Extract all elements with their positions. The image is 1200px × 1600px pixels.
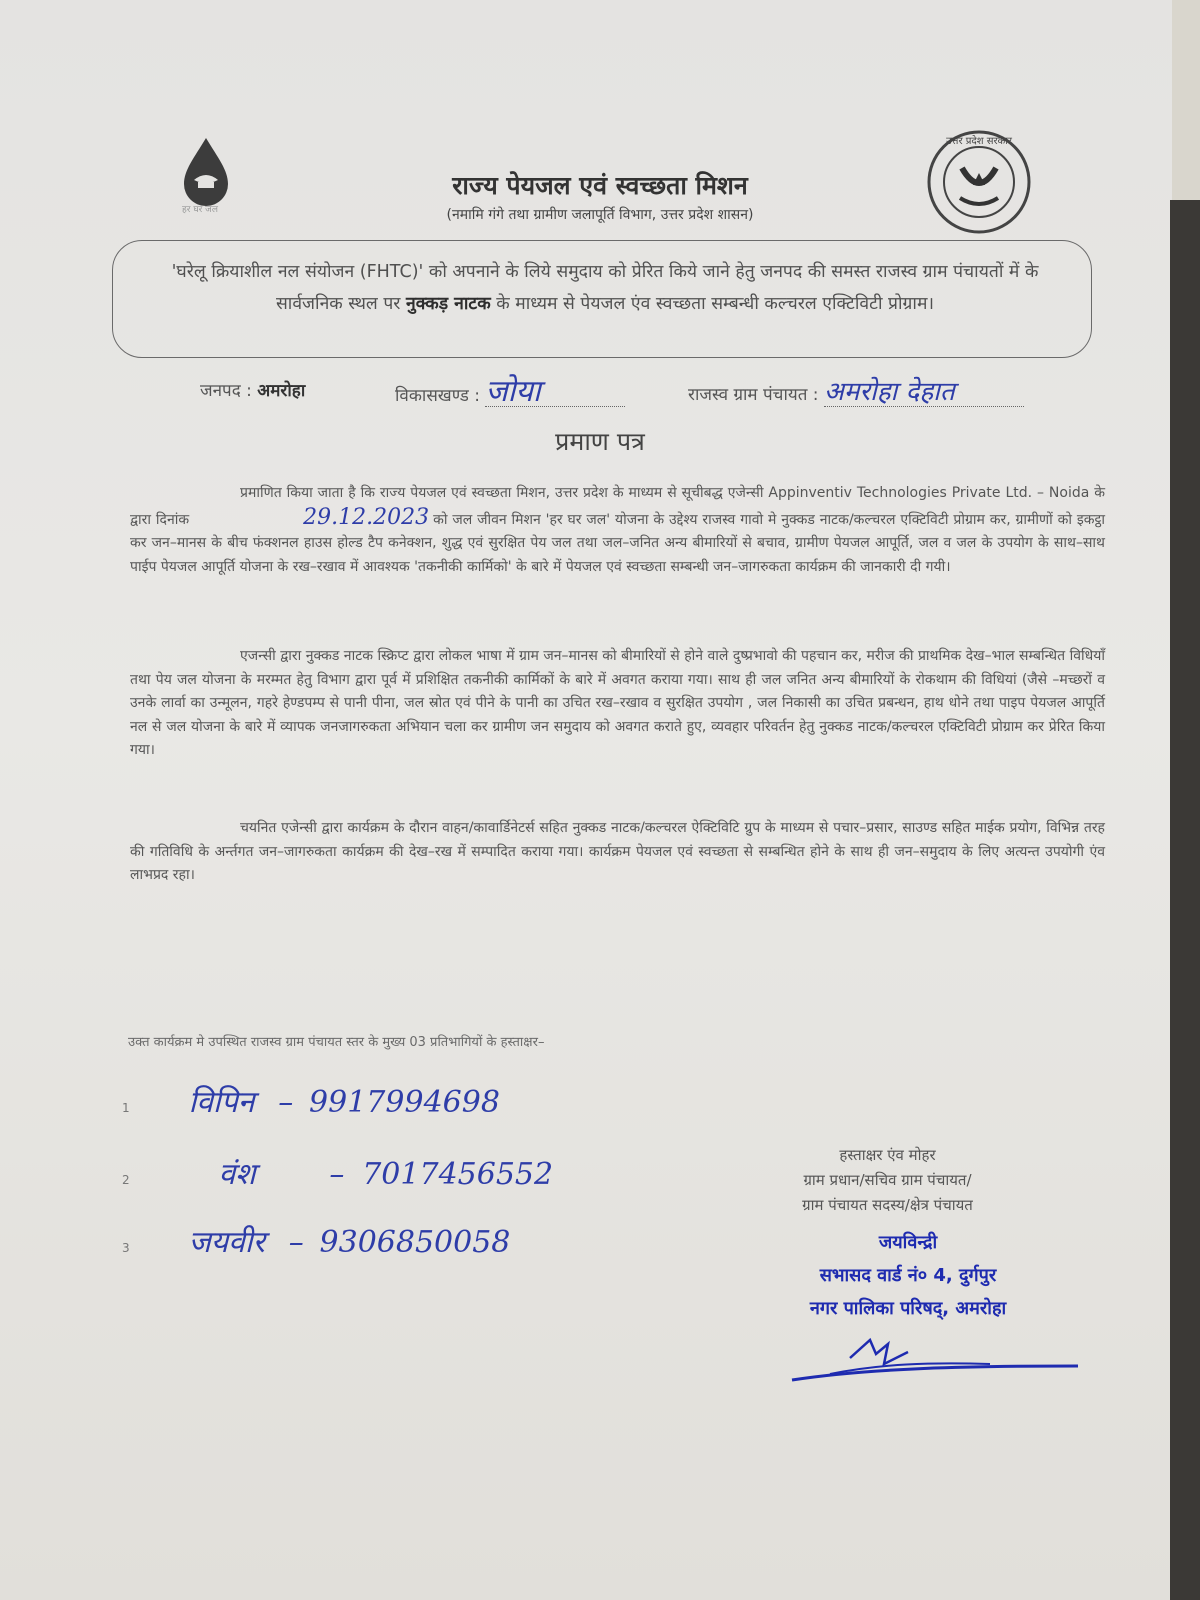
paragraph-1: [130, 482, 1105, 579]
signature-line3: ग्राम पंचायत सदस्य/क्षेत्र पंचायत: [802, 1196, 973, 1214]
block-field: [395, 374, 625, 409]
participants-heading: उक्त कार्यक्रम मे उपस्थित राजस्व ग्राम पंचायत स्तर के मुख्य 03 प्रतिभागियों के हस्ताक्षर–: [128, 1035, 545, 1050]
participant-number: 3: [122, 1241, 130, 1255]
emblem-caption: उत्तर प्रदेश सरकार: [946, 136, 1012, 147]
panchayat-field: [688, 378, 1024, 407]
participant-phone: 7017456552: [362, 1157, 554, 1192]
stamp-line3: नगर पालिका परिषद्, अमरोहा: [809, 1298, 1007, 1319]
logo-caption: हर घर जल: [182, 205, 218, 215]
program-banner-text: [150, 256, 1060, 320]
participant-row: 2 वंश – 7017456552: [122, 1157, 554, 1192]
paragraph-3: चयनित एजेन्सी द्वारा कार्यक्रम के दौरान वाहन/कावार्डिनेटर्स सहित नुक्कड नाटक/कल्चरल ऐक्टिविटि ग्रुप के माध्यम से पचार–प्रसार, साउण्ड सहित माईक प्रयोग, विभिन्न तरह की गतिविधि के अर्न्तगत जन–जागरुकता कार्यक्रम की देख–रख में सम्पादित कराया गया। कार्यक्रम पेयजल एवं स्वच्छता से सम्बन्धित होने के साथ ही जन–समुदाय के लिए अत्यन्त उपयोगी एंव लाभप्रद रहा।: [130, 820, 1105, 883]
district-value: अमरोहा: [257, 381, 306, 401]
panchayat-value: अमरोहा देहात: [824, 378, 1024, 407]
p1-after-date: को जल जीवन मिशन 'हर घर जल' योजना के उद्देश्य राजस्व गावो मे नुक्कड नाटक/कल्चरल एक्टिविटी प्रोग्राम कर, ग्रामीणों को इकट्ठा कर जन–मानस के बीच फंक्शनल हाउस होल्ड टैप कनेक्शन, शुद्ध एवं सुरक्षित पेय जल तथा जल–जनित अन्य बीमारियों से बचाव, ग्रामीण पेयजल आपूर्ति, जल व जल के उपयोग के साथ–साथ पाईप पेयजल आपूर्ति योजना के रख–रखाव में आवश्यक 'तकनीकी कार्मिको' के बारे में पेयजल एवं स्वच्छता सम्बन्धी जन–जागरुकता कार्यक्रम की जानकारी दी गयी।: [130, 511, 1106, 575]
program-date: 29.12.2023: [303, 504, 430, 530]
banner-part2: के माध्यम से पेयजल एंव स्वच्छता सम्बन्धी कल्चरल एक्टिविटी प्रोग्राम।: [496, 294, 935, 314]
participant-number: 1: [122, 1101, 130, 1115]
district-label: जनपद :: [200, 381, 252, 401]
background-edge: [1170, 200, 1200, 1600]
participant-name: विपिन: [188, 1085, 255, 1120]
signature-caption: [745, 1143, 1030, 1218]
participant-phone: 9917994698: [309, 1085, 500, 1120]
stamp-line2: सभासद वार्ड नं० 4, दुर्गपुर: [819, 1265, 997, 1286]
p1-before-date: प्रमाणित किया जाता है कि राज्य पेयजल एवं स्वच्छता मिशन, उत्तर प्रदेश के माध्यम से सूचीबद्ध एजेन्सी Appinventiv Technologies Private Ltd. – Noida के द्वारा दिनांक: [130, 485, 1105, 528]
stamp-name: जयविन्द्री: [878, 1232, 938, 1253]
signature-line2: ग्राम प्रधान/सचिव ग्राम पंचायत/: [803, 1171, 972, 1189]
district-field: [200, 378, 305, 401]
participant-row: 3 जयवीर – 9306850058: [122, 1225, 511, 1260]
participant-row: 1 विपिन – 9917994698: [122, 1085, 500, 1120]
signature-line1: हस्ताक्षर एंव मोहर: [839, 1146, 936, 1164]
block-value: जोया: [485, 378, 625, 407]
handwritten-signature: [790, 1328, 1080, 1392]
banner-part1: 'घरेलू क्रियाशील नल संयोजन (FHTC)' को अपनाने के लिये समुदाय को प्रेरित किये जाने हेतु जनपद की समस्त राजस्व ग्राम पंचायतों में के सार्वजनिक स्थल पर: [171, 262, 1039, 314]
panchayat-label: राजस्व ग्राम पंचायत :: [688, 385, 819, 405]
banner-bold: नुक्कड़ नाटक: [406, 294, 491, 314]
participant-name: जयवीर: [188, 1225, 265, 1260]
paragraph-2: एजन्सी द्वारा नुक्कड नाटक स्क्रिप्ट द्वारा लोकल भाषा में ग्राम जन–मानस को बीमारियों से होने वाले दुष्प्रभावो की पहचान कर, मरीज की प्राथमिक देख–भाल सम्बन्धित विधियाँ तथा पेय जल योजना के मरम्मत हेतु विभाग द्वारा पूर्व में प्रशिक्षित तकनीकी कार्मिकों के बारे में अवगत कराया गया। साथ ही जल जनित अन्य बीमारियों के रोकथाम की विधियां (जैसे –मच्छरों व उनके लार्वा का उन्मूलन, गहरे हेण्डपम्प से पानी पीना, जल स्रोत एवं पीने के पानी का उचित रख–रखाव व सुरक्षित उपयोग , जल निकासी का उचित प्रबन्धन, हाथ धोने तथा पाइप पेयजल आपूर्ति नल से जल योजना के बारे में व्यापक जनजागरुकता अभियान चला कर ग्रामीण जन समुदाय को अवगत कराते हुए, व्यवहार परिवर्तन हेतु नुक्कड नाटक/कल्चरल एक्टिविटी प्रोग्राम कर प्रेरित किया गया।: [130, 648, 1105, 758]
official-stamp: [758, 1226, 1058, 1325]
participant-phone: 9306850058: [319, 1225, 511, 1260]
certificate-heading: प्रमाण पत्र: [555, 427, 645, 456]
mission-title: राज्य पेयजल एवं स्वच्छता मिशन: [452, 171, 748, 200]
block-label: विकासखण्ड :: [395, 386, 481, 406]
department-subtitle: (नमामि गंगे तथा ग्रामीण जलापूर्ति विभाग, उत्तर प्रदेश शासन): [446, 207, 754, 223]
participant-name: वंश: [218, 1157, 256, 1192]
participant-number: 2: [122, 1173, 130, 1187]
